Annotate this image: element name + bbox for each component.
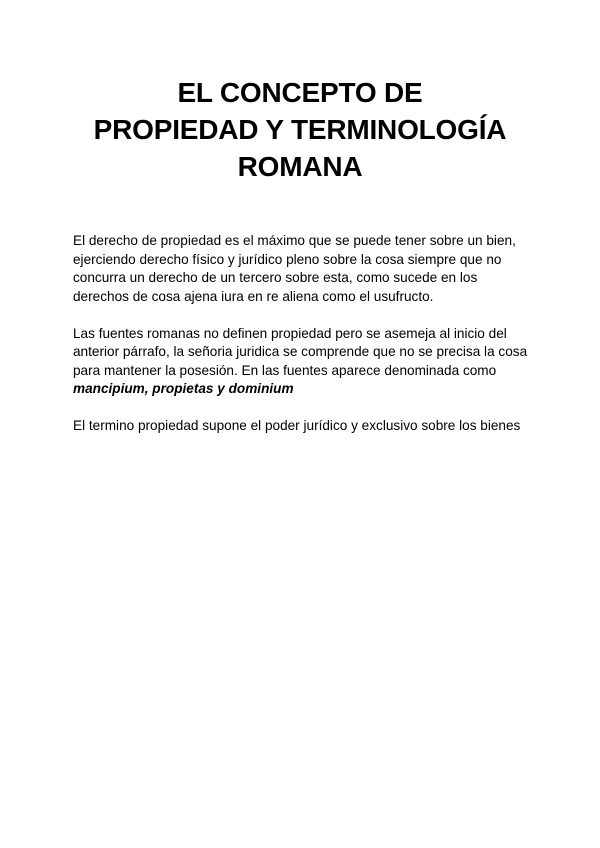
paragraph-2	[73, 325, 533, 399]
title-line-3: ROMANA	[237, 151, 363, 182]
paragraph-3-text: El termino propiedad supone el poder jurídico y exclusivo sobre los bienes	[73, 418, 521, 433]
title-line-1: EL CONCEPTO DE	[177, 77, 423, 108]
paragraph-1	[73, 232, 533, 306]
paragraph-2-text: Las fuentes romanas no definen propiedad pero se asemeja al inicio del anterior párrafo, la señoria juridica se comprende que no se precisa la cosa para mantener la posesión. En las fuentes aparece denominada como	[73, 325, 528, 378]
document-body	[73, 232, 533, 454]
paragraph-3	[73, 417, 533, 436]
paragraph-1-text: El derecho de propiedad es el máximo que se puede tener sobre un bien, ejerciendo derecho físico y jurídico pleno sobre la cosa siempre que no concurra un derecho de un tercero sobre esta, como sucede en los derechos de cosa ajena iura en re aliena como el usufructo.	[73, 233, 516, 304]
roman-terms-emphasis: mancipium, propietas y dominium	[73, 381, 294, 396]
page-title	[50, 74, 550, 185]
title-line-2: PROPIEDAD Y TERMINOLOGÍA	[93, 114, 507, 145]
